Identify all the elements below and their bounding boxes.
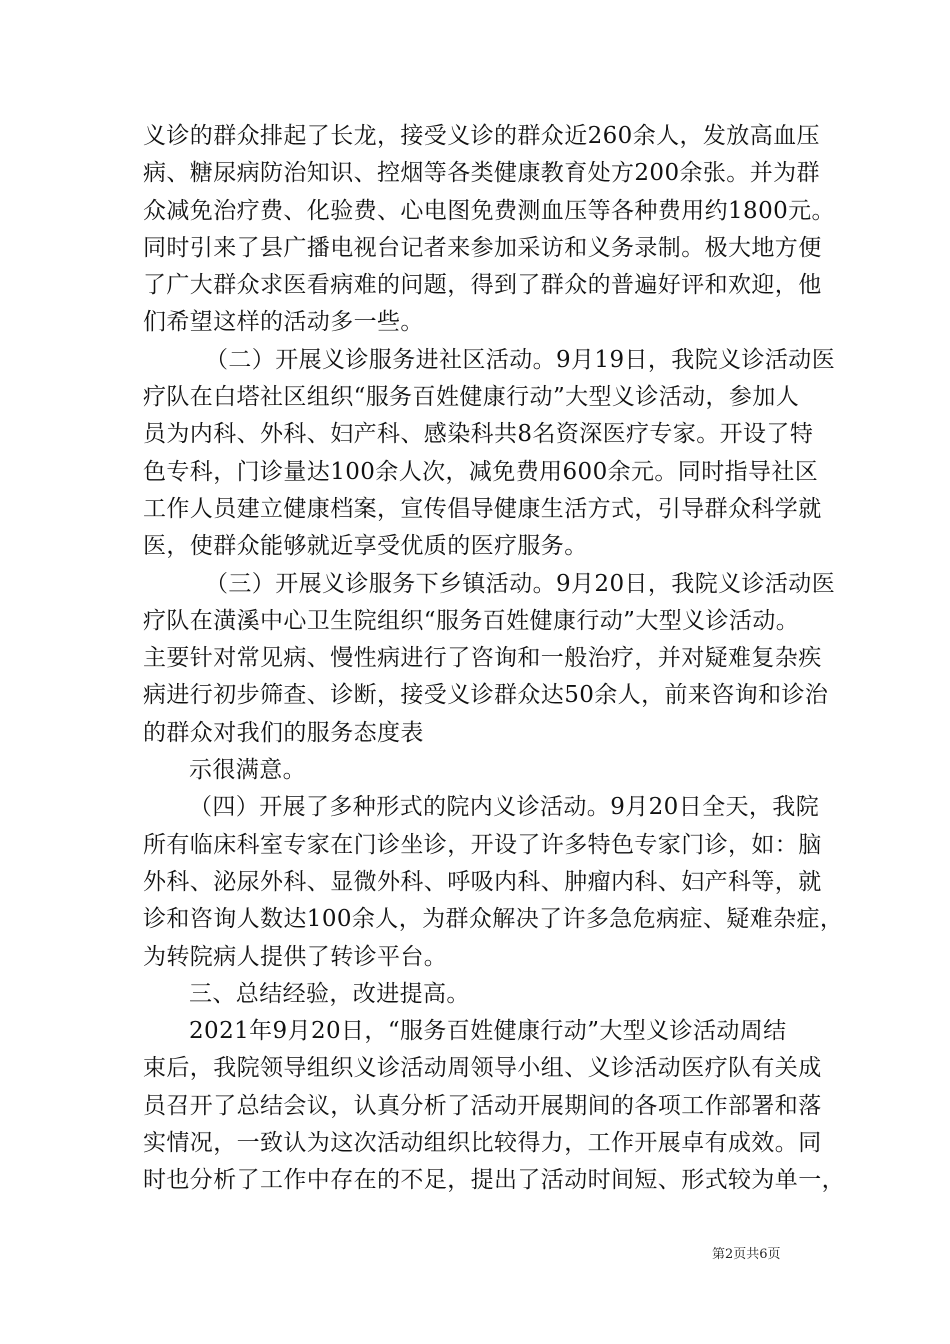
text-line: 工作人员建立健康档案，宣传倡导健康生活方式，引导群众科学就 [143,495,822,522]
text-line: 病、糖尿病防治知识、控烟等各类健康教育处方200余张。并为群 [143,160,820,187]
text-line: 医，使群众能够就近享受优质的医疗服务。 [143,533,588,560]
text-line: 诊和咨询人数达100余人，为群众解决了许多急危病症、疑难杂症， [143,906,844,933]
text-line: 员召开了总结会议，认真分析了活动开展期间的各项工作部署和落 [143,1092,822,1119]
text-line: 病进行初步筛查、诊断，接受义诊群众达50余人，前来咨询和诊治 [143,682,829,709]
text-line: 示很满意。 [189,757,306,784]
text-line: 色专科，门诊量达100余人次，减免费用600余元。同时指导社区 [143,458,819,485]
text-line: 主要针对常见病、慢性病进行了咨询和一般治疗，并对疑难复杂疾 [143,645,822,672]
text-line: 实情况，一致认为这次活动组织比较得力，工作开展卓有成效。同 [143,1130,822,1157]
text-line: （四）开展了多种形式的院内义诊活动。9月20日全天，我院 [189,794,820,821]
text-line: 外科、泌尿外科、显微外科、呼吸内科、肿瘤内科、妇产科等，就 [143,868,822,895]
text-line: 了广大群众求医看病难的问题，得到了群众的普遍好评和欢迎，他 [143,272,822,299]
text-line: （二）开展义诊服务进社区活动。9月19日，我院义诊活动医 [205,346,836,373]
text-line: 疗队在白塔社区组织“服务百姓健康行动”大型义诊活动，参加人 [143,384,800,411]
text-line: 束后，我院领导组织义诊活动周领导小组、义诊活动医疗队有关成 [143,1055,822,1082]
document-body [143,118,845,1200]
page-number: 第2页共6页 [712,1247,781,1262]
text-line: 2021年9月20日，“服务百姓健康行动”大型义诊活动周结 [189,1018,787,1045]
text-line: 义诊的群众排起了长龙，接受义诊的群众近260余人，发放高血压 [143,123,820,149]
text-line: 的群众对我们的服务态度表 [143,719,424,746]
text-line: 员为内科、外科、妇产科、感染科共8名资深医疗专家。开设了特 [143,421,814,448]
text-line: 同时引来了县广播电视台记者来参加采访和义务录制。极大地方便 [143,234,822,261]
text-line: 们希望这样的活动多一些。 [143,309,424,336]
text-line: 为转院病人提供了转诊平台。 [143,943,448,970]
text-line: 三、总结经验，改进提高。 [189,980,470,1007]
text-line: 疗队在潢溪中心卫生院组织“服务百姓健康行动”大型义诊活动。 [143,607,800,634]
text-line: （三）开展义诊服务下乡镇活动。9月20日，我院义诊活动医 [205,570,836,597]
text-line: 众减免治疗费、化验费、心电图免费测血压等各种费用约1800元。 [143,197,835,224]
text-line: 所有临床科室专家在门诊坐诊，开设了许多特色专家门诊，如：脑 [143,831,822,858]
text-line: 时也分析了工作中存在的不足，提出了活动时间短、形式较为单一， [143,1167,845,1194]
